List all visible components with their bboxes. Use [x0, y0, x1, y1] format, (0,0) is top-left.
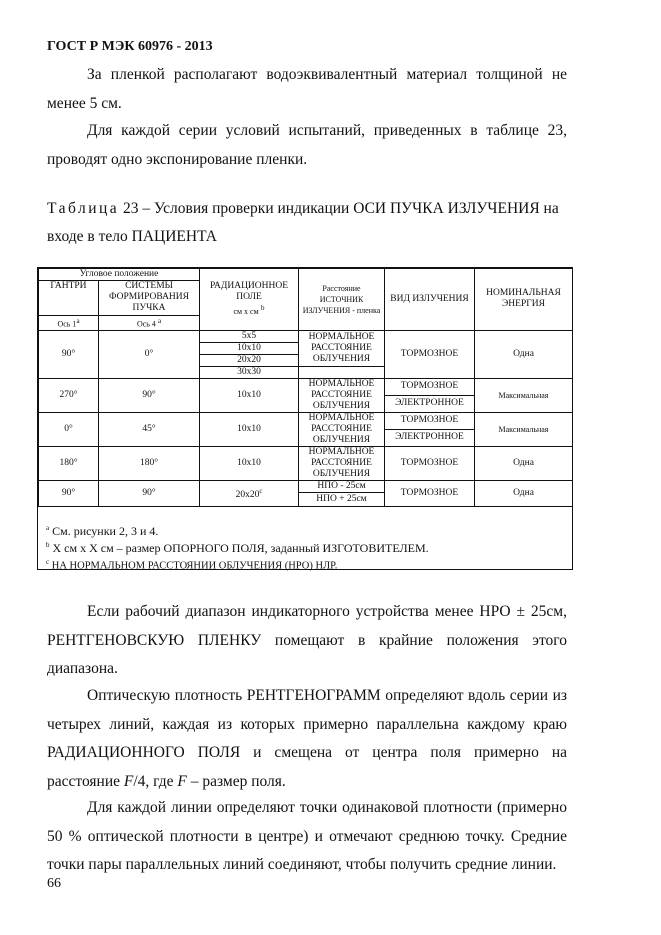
g4-field: 10х10: [200, 446, 299, 480]
g2-field: 10х10: [200, 378, 299, 412]
paragraph-intro-1: [47, 61, 567, 118]
table-caption-text: 23 – Условия проверки индикации ОСИ ПУЧКА ИЗЛУЧЕНИЯ на входе в тело ПАЦИЕНТА: [47, 200, 559, 245]
g1-type: ТОРМОЗНОЕ: [385, 330, 475, 378]
header-energy: НОМИНАЛЬНАЯ ЭНЕРГИЯ: [475, 269, 573, 331]
header-field-units: см х см: [233, 306, 259, 316]
g1-field-3: 20х20: [200, 354, 299, 366]
g5-type: ТОРМОЗНОЕ: [385, 480, 475, 506]
g5-beam: 90°: [99, 480, 200, 506]
header-axis-4-sup: a: [157, 317, 162, 325]
note-a-text: См. рисунки 2, 3 и 4.: [49, 524, 159, 538]
header-field-label: РАДИАЦИОННОЕ ПОЛЕ: [209, 280, 289, 302]
g4-energy: Одна: [475, 446, 573, 480]
g1-field-1: 5х5: [200, 330, 299, 342]
paragraph-intro-1-text: За пленкой располагают водоэквивалентный материал толщиной не менее 5 см.: [47, 66, 567, 112]
g3-gantry: 0°: [39, 412, 99, 446]
g3-type-b: ЭЛЕКТРОННОЕ: [385, 429, 475, 446]
g5-distance-a: НПО - 25см: [299, 480, 385, 492]
table-caption: [47, 195, 567, 251]
g3-beam: 45°: [99, 412, 200, 446]
g1-distance: НОРМАЛЬНОЕ РАССТОЯНИЕ ОБЛУЧЕНИЯ: [299, 330, 385, 366]
document-header: ГОСТ Р МЭК 60976 - 2013: [47, 39, 213, 54]
paragraph-4-mid: /4, где: [133, 772, 178, 790]
note-b-text: X см х X см – размер ОПОРНОГО ПОЛЯ, заданный ИЗГОТОВИТЕЛЕМ.: [49, 541, 429, 555]
note-a: [46, 521, 429, 538]
g4-distance: НОРМАЛЬНОЕ РАССТОЯНИЕ ОБЛУЧЕНИЯ: [299, 446, 385, 480]
header-field: [200, 269, 299, 331]
header-angular-position: Угловое положение: [39, 269, 200, 281]
g2-beam: 90°: [99, 378, 200, 412]
note-b: [46, 538, 429, 555]
g4-type: ТОРМОЗНОЕ: [385, 446, 475, 480]
g3-distance: НОРМАЛЬНОЕ РАССТОЯНИЕ ОБЛУЧЕНИЯ: [299, 412, 385, 446]
g4-beam: 180°: [99, 446, 200, 480]
g2-type-b: ЭЛЕКТРОННОЕ: [385, 395, 475, 412]
header-axis-4-label: Ось 4: [136, 319, 156, 329]
g3-energy: Максимальная: [475, 412, 573, 446]
g5-field-value: 20х20: [235, 489, 260, 500]
header-field-units-sup: b: [261, 303, 265, 312]
paragraph-4-var-f1: F: [123, 772, 134, 790]
paragraph-4: [47, 682, 567, 796]
note-a-mark: a: [46, 524, 50, 532]
paragraph-3: [47, 598, 567, 684]
paragraph-intro-2-text: Для каждой серии условий испытаний, приведенных в таблице 23, проводят одно экспонирование пленки.: [47, 122, 567, 168]
g5-field-sup: c: [259, 486, 263, 495]
g5-energy: Одна: [475, 480, 573, 506]
paragraph-4-end: – размер поля.: [186, 772, 286, 790]
note-c-text: НА НОРМАЛЬНОМ РАССТОЯНИИ ОБЛУЧЕНИЯ (НРО) НЛР.: [49, 560, 338, 572]
paragraph-intro-2: [47, 117, 567, 174]
header-axis-1-sup: a: [76, 317, 80, 325]
g1-distance-empty: [299, 366, 385, 378]
header-gantry: ГАНТРИ: [39, 281, 99, 316]
g1-beam: 0°: [99, 330, 200, 378]
g5-field: [200, 480, 299, 506]
header-beam-system: СИСТЕМЫ ФОРМИРОВАНИЯ ПУЧКА: [99, 281, 200, 316]
paragraph-4-text: Оптическую плотность РЕНТГЕНОГРАММ определяют вдоль серии из четырех линий, каждая из которых примерно параллельна каждому краю РАДИАЦИОННОГО ПОЛЯ и смещена от центра поля примерно на расстояние: [47, 687, 567, 790]
g1-energy: Одна: [475, 330, 573, 378]
paragraph-3-text: Если рабочий диапазон индикаторного устройства менее НРО ± 25см, РЕНТГЕНОВСКУЮ ПЛЕНКУ помещают в крайние положения этого диапазона.: [47, 603, 567, 677]
table-caption-label: Таблица: [47, 200, 120, 217]
note-b-mark: b: [46, 541, 50, 549]
g3-type-a: ТОРМОЗНОЕ: [385, 412, 475, 429]
paragraph-5-text: Для каждой линии определяют точки одинаковой плотности (примерно 50 % оптической плотности в центре) и отмечают среднюю точку. Средние точки пары параллельных линий соединяют, чтобы получить средние линии.: [47, 799, 567, 873]
header-axis-4: [99, 316, 200, 331]
note-c-mark: c: [46, 558, 50, 566]
g1-gantry: 90°: [39, 330, 99, 378]
header-radiation-type: ВИД ИЗЛУЧЕНИЯ: [385, 269, 475, 331]
g5-distance-b: НПО + 25см: [299, 492, 385, 506]
g3-field: 10х10: [200, 412, 299, 446]
table-23: [37, 267, 573, 570]
table-notes: [46, 521, 429, 574]
g5-gantry: 90°: [39, 480, 99, 506]
g1-field-4: 30х30: [200, 366, 299, 378]
g2-distance: НОРМАЛЬНОЕ РАССТОЯНИЕ ОБЛУЧЕНИЯ: [299, 378, 385, 412]
paragraph-5: [47, 794, 567, 880]
g4-gantry: 180°: [39, 446, 99, 480]
g1-field-2: 10х10: [200, 342, 299, 354]
header-axis-1: [39, 316, 99, 331]
g2-energy: Максимальная: [475, 378, 573, 412]
g2-type-a: ТОРМОЗНОЕ: [385, 378, 475, 395]
header-axis-1-label: Ось 1: [57, 319, 77, 329]
paragraph-4-var-f2: F: [177, 772, 187, 790]
note-c: [46, 555, 429, 574]
header-distance: Расстояние ИСТОЧНИК ИЗЛУЧЕНИЯ - пленка: [299, 269, 385, 331]
g2-gantry: 270°: [39, 378, 99, 412]
conditions-table: [38, 268, 573, 507]
page-number: 66: [47, 876, 61, 891]
